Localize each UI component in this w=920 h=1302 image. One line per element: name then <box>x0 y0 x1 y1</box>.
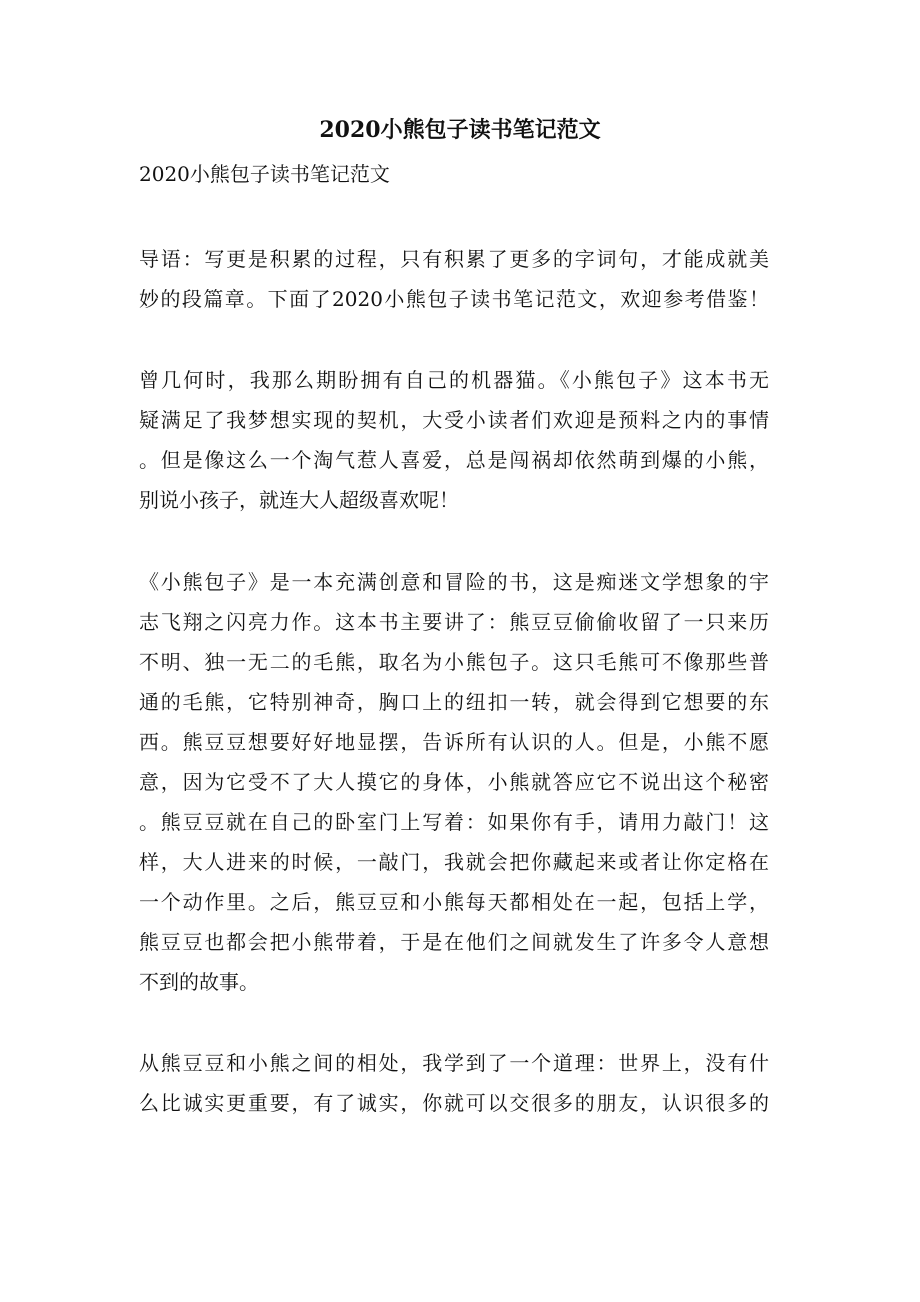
text-line: 不明、独一无二的毛熊，取名为小熊包子。这只毛熊可不像那些普 <box>139 650 769 674</box>
document-title: 2020小熊包子读书笔记范文 <box>319 117 601 143</box>
text-line: 导语：写更是积累的过程，只有积累了更多的字词句，才能成就美 <box>139 247 769 271</box>
paragraph-1 <box>139 360 769 520</box>
paragraph-3 <box>139 1043 769 1123</box>
text-line: 一个动作里。之后，熊豆豆和小熊每天都相处在一起，包括上学， <box>139 890 769 914</box>
paragraph-2 <box>139 562 769 1002</box>
text-line: 《小熊包子》是一本充满创意和冒险的书，这是痴迷文学想象的宇 <box>139 570 769 594</box>
text-line: 。但是像这么一个淘气惹人喜爱，总是闯祸却依然萌到爆的小熊， <box>139 448 769 472</box>
text-line: 熊豆豆也都会把小熊带着，于是在他们之间就发生了许多令人意想 <box>139 930 769 954</box>
text-line: 妙的段篇章。下面了2020小熊包子读书笔记范文，欢迎参考借鉴！ <box>139 287 769 311</box>
paragraph-intro <box>139 239 769 319</box>
text-line: 西。熊豆豆想要好好地显摆，告诉所有认识的人。但是，小熊不愿 <box>139 730 769 754</box>
text-line: 么比诚实更重要，有了诚实，你就可以交很多的朋友，认识很多的 <box>139 1091 769 1115</box>
document-subtitle: 2020小熊包子读书笔记范文 <box>139 162 390 186</box>
text-line: 曾几何时，我那么期盼拥有自己的机器猫。《小熊包子》这本书无 <box>139 368 769 392</box>
text-line: 样，大人进来的时候，一敲门，我就会把你藏起来或者让你定格在 <box>139 850 769 874</box>
text-line: 。熊豆豆就在自己的卧室门上写着：如果你有手，请用力敲门！这 <box>139 810 769 834</box>
text-line: 意，因为它受不了大人摸它的身体，小熊就答应它不说出这个秘密 <box>139 770 769 794</box>
text-line: 别说小孩子，就连大人超级喜欢呢！ <box>139 488 459 512</box>
text-line: 疑满足了我梦想实现的契机，大受小读者们欢迎是预料之内的事情 <box>139 408 769 432</box>
text-line: 从熊豆豆和小熊之间的相处，我学到了一个道理：世界上，没有什 <box>139 1051 769 1075</box>
text-line: 通的毛熊，它特别神奇，胸口上的纽扣一转，就会得到它想要的东 <box>139 690 769 714</box>
text-line: 不到的故事。 <box>139 970 259 994</box>
text-line: 志飞翔之闪亮力作。这本书主要讲了：熊豆豆偷偷收留了一只来历 <box>139 610 769 634</box>
